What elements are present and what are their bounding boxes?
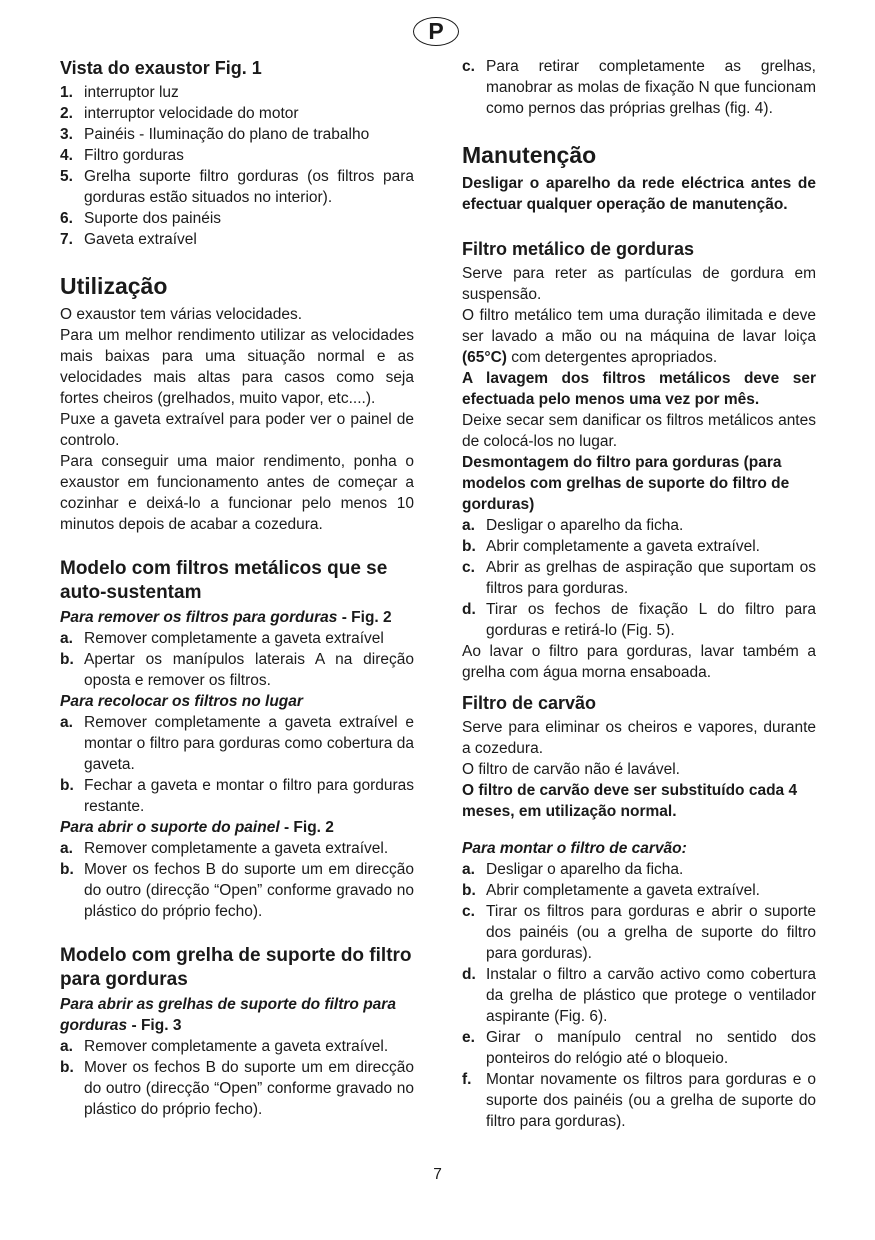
maintenance-warning: Desligar o aparelho da rede eléctrica antes de efectuar qualquer operação de manutenção.: [462, 175, 816, 213]
item-text: Suporte dos painéis: [84, 210, 222, 227]
item-marker: a.: [60, 1038, 73, 1055]
item-text: Montar novamente os filtros para gorduras e o suporte dos painéis (ou a grelha de suporte do filtro para gorduras).: [486, 1071, 816, 1130]
item-text: Fechar a gaveta e montar o filtro para gorduras restante.: [84, 777, 414, 815]
metal-filter-paragraph: Ao lavar o filtro para gorduras, lavar também a grelha com água morna ensaboada.: [462, 643, 816, 681]
item-text: Apertar os manípulos laterais A na direção oposta e remover os filtros.: [84, 651, 414, 689]
open-panel-subtitle: [60, 817, 414, 838]
vista-list: [60, 82, 414, 250]
item-marker: b.: [462, 882, 476, 899]
item-text: Remover completamente a gaveta extraível e montar o filtro para gorduras como cobertura da gaveta.: [84, 714, 414, 773]
item-marker: a.: [462, 517, 475, 534]
carbon-filter-notice: O filtro de carvão deve ser substituído cada 4 meses, em utilização normal.: [462, 782, 798, 820]
left-column: [60, 56, 414, 1120]
item-marker: b.: [60, 777, 74, 794]
item-marker: 7.: [60, 231, 73, 248]
item-marker: a.: [60, 840, 73, 857]
item-text: interruptor velocidade do motor: [84, 105, 299, 122]
subtitle-italic: Para remover os filtros para gorduras: [60, 609, 338, 626]
metal-filter-notice: A lavagem dos filtros metálicos deve ser efectuada pelo menos uma vez por mês.: [462, 370, 816, 408]
open-grilles-list: [60, 1036, 414, 1120]
replace-filters-list: [60, 712, 414, 817]
list-item: [462, 56, 816, 119]
list-item: [462, 599, 816, 641]
item-text: Remover completamente a gaveta extraível.: [84, 1038, 389, 1055]
right-column: [462, 56, 816, 1132]
list-item: [60, 859, 414, 922]
figure-ref: - Fig. 3: [131, 1017, 182, 1034]
list-item: [462, 880, 816, 901]
item-text: Para retirar completamente as grelhas, manobrar as molas de fixação N que funcionam como pernos das próprias grelhas (fig. 4).: [486, 58, 816, 117]
item-marker: 5.: [60, 168, 73, 185]
item-marker: b.: [60, 861, 74, 878]
metal-filter-paragraph: [462, 305, 816, 368]
list-item: [60, 712, 414, 775]
item-marker: d.: [462, 601, 476, 618]
manutencao-title: Manutenção: [462, 142, 597, 168]
item-text: Gaveta extraível: [84, 231, 197, 248]
subtitle-italic: Para abrir as grelhas de suporte do filtro para gorduras: [60, 996, 396, 1034]
item-marker: 3.: [60, 126, 73, 143]
item-marker: c.: [462, 58, 475, 75]
utilizacao-paragraph: Para conseguir uma maior rendimento, ponha o exaustor em funcionamento antes de começar a cozinhar e deixá-lo a funcionar pelo menos 10 minutos depois de acabar a cozedura.: [60, 453, 414, 533]
item-text: Desligar o aparelho da ficha.: [486, 517, 684, 534]
utilizacao-title: Utilização: [60, 273, 168, 299]
utilizacao-paragraph: Para um melhor rendimento utilizar as velocidades mais baixas para uma situação normal e as velocidades mais altas para casos como seja fortes cheiros (grelhados, muito vapor, etc....).: [60, 327, 414, 407]
metal-filter-title: Filtro metálico de gorduras: [462, 239, 695, 259]
dismount-subtitle: Desmontagem do filtro para gorduras (para modelos com grelhas de suporte do filtro de gorduras): [462, 454, 790, 513]
figure-ref: - Fig. 2: [341, 609, 392, 626]
item-marker: 4.: [60, 147, 73, 164]
replace-filters-subtitle: Para recolocar os filtros no lugar: [60, 693, 303, 710]
item-marker: b.: [60, 1059, 74, 1076]
list-item: [60, 166, 414, 208]
language-badge: P: [413, 17, 459, 46]
item-text: Remover completamente a gaveta extraível: [84, 630, 384, 647]
open-panel-list: [60, 838, 414, 922]
grilles-continued-list: [462, 56, 816, 119]
grille-model-title: Modelo com grelha de suporte do filtro para gorduras: [60, 945, 412, 990]
vista-title: Vista do exaustor Fig. 1: [60, 58, 262, 78]
item-text: Abrir completamente a gaveta extraível.: [486, 538, 760, 555]
temperature-value: (65°C): [462, 349, 507, 366]
list-item: [462, 859, 816, 880]
item-text: Remover completamente a gaveta extraível.: [84, 840, 389, 857]
item-marker: f.: [462, 1071, 472, 1088]
carbon-filter-title: Filtro de carvão: [462, 693, 597, 713]
metal-filters-title: Modelo com filtros metálicos que se auto-sustentam: [60, 558, 388, 603]
item-marker: c.: [462, 559, 475, 576]
item-text: Painéis - Iluminação do plano de trabalho: [84, 126, 370, 143]
item-marker: a.: [60, 714, 73, 731]
item-marker: c.: [462, 903, 475, 920]
carbon-filter-paragraph: O filtro de carvão não é lavável.: [462, 761, 680, 778]
item-text: Mover os fechos B do suporte um em direcção do outro (direcção “Open” conforme gravado no plástico do próprio fecho).: [84, 1059, 414, 1118]
item-marker: 6.: [60, 210, 73, 227]
dismount-list: [462, 515, 816, 641]
remove-filters-list: [60, 628, 414, 691]
item-text: Abrir as grelhas de aspiração que suportam os filtros para gorduras.: [486, 559, 816, 597]
list-item: [60, 775, 414, 817]
list-item: [60, 82, 414, 103]
utilizacao-paragraph: Puxe a gaveta extraível para poder ver o painel de controlo.: [60, 411, 414, 449]
item-text: Abrir completamente a gaveta extraível.: [486, 882, 760, 899]
mount-carbon-list: [462, 859, 816, 1132]
item-text: interruptor luz: [84, 84, 179, 101]
item-text: Tirar os fechos de fixação L do filtro para gorduras e retirá-lo (Fig. 5).: [486, 601, 816, 639]
item-marker: d.: [462, 966, 476, 983]
text-run: com detergentes apropriados.: [511, 349, 718, 366]
item-marker: e.: [462, 1029, 475, 1046]
mount-carbon-subtitle: Para montar o filtro de carvão:: [462, 840, 687, 857]
list-item: [462, 536, 816, 557]
list-item: [462, 515, 816, 536]
list-item: [60, 628, 414, 649]
item-text: Girar o manípulo central no sentido dos ponteiros do relógio até o bloqueio.: [486, 1029, 816, 1067]
utilizacao-paragraph: O exaustor tem várias velocidades.: [60, 306, 303, 323]
list-item: [462, 964, 816, 1027]
list-item: [60, 229, 414, 250]
subtitle-italic: Para abrir o suporte do painel: [60, 819, 280, 836]
list-item: [60, 1036, 414, 1057]
item-text: Desligar o aparelho da ficha.: [486, 861, 684, 878]
list-item: [60, 649, 414, 691]
list-item: [462, 557, 816, 599]
item-marker: 2.: [60, 105, 73, 122]
list-item: [60, 145, 414, 166]
item-text: Instalar o filtro a carvão activo como cobertura da grelha de plástico que protege o ventilador aspirante (Fig. 6).: [486, 966, 816, 1025]
list-item: [60, 124, 414, 145]
list-item: [462, 901, 816, 964]
metal-filter-paragraph: Serve para reter as partículas de gordura em suspensão.: [462, 265, 816, 303]
page-number: 7: [433, 1166, 442, 1183]
item-text: Filtro gorduras: [84, 147, 184, 164]
text-run: O filtro metálico tem uma duração ilimitada e deve ser lavado a mão ou na máquina de lavar loiça: [462, 307, 816, 345]
open-grilles-subtitle: [60, 994, 414, 1036]
item-text: Tirar os filtros para gorduras e abrir o suporte dos painéis (ou a grelha de suporte do filtro para gorduras).: [486, 903, 816, 962]
list-item: [60, 838, 414, 859]
carbon-filter-paragraph: Serve para eliminar os cheiros e vapores, durante a cozedura.: [462, 719, 816, 757]
list-item: [462, 1069, 816, 1132]
metal-filter-paragraph: Deixe secar sem danificar os filtros metálicos antes de colocá-los no lugar.: [462, 412, 816, 450]
item-marker: a.: [462, 861, 475, 878]
item-marker: b.: [60, 651, 74, 668]
list-item: [462, 1027, 816, 1069]
remove-filters-subtitle: [60, 607, 414, 628]
list-item: [60, 208, 414, 229]
item-text: Mover os fechos B do suporte um em direcção do outro (direcção “Open” conforme gravado no plástico do próprio fecho).: [84, 861, 414, 920]
item-marker: 1.: [60, 84, 73, 101]
item-text: Grelha suporte filtro gorduras (os filtros para gorduras estão situados no interior).: [84, 168, 414, 206]
list-item: [60, 103, 414, 124]
item-marker: b.: [462, 538, 476, 555]
figure-ref: - Fig. 2: [283, 819, 334, 836]
item-marker: a.: [60, 630, 73, 647]
list-item: [60, 1057, 414, 1120]
